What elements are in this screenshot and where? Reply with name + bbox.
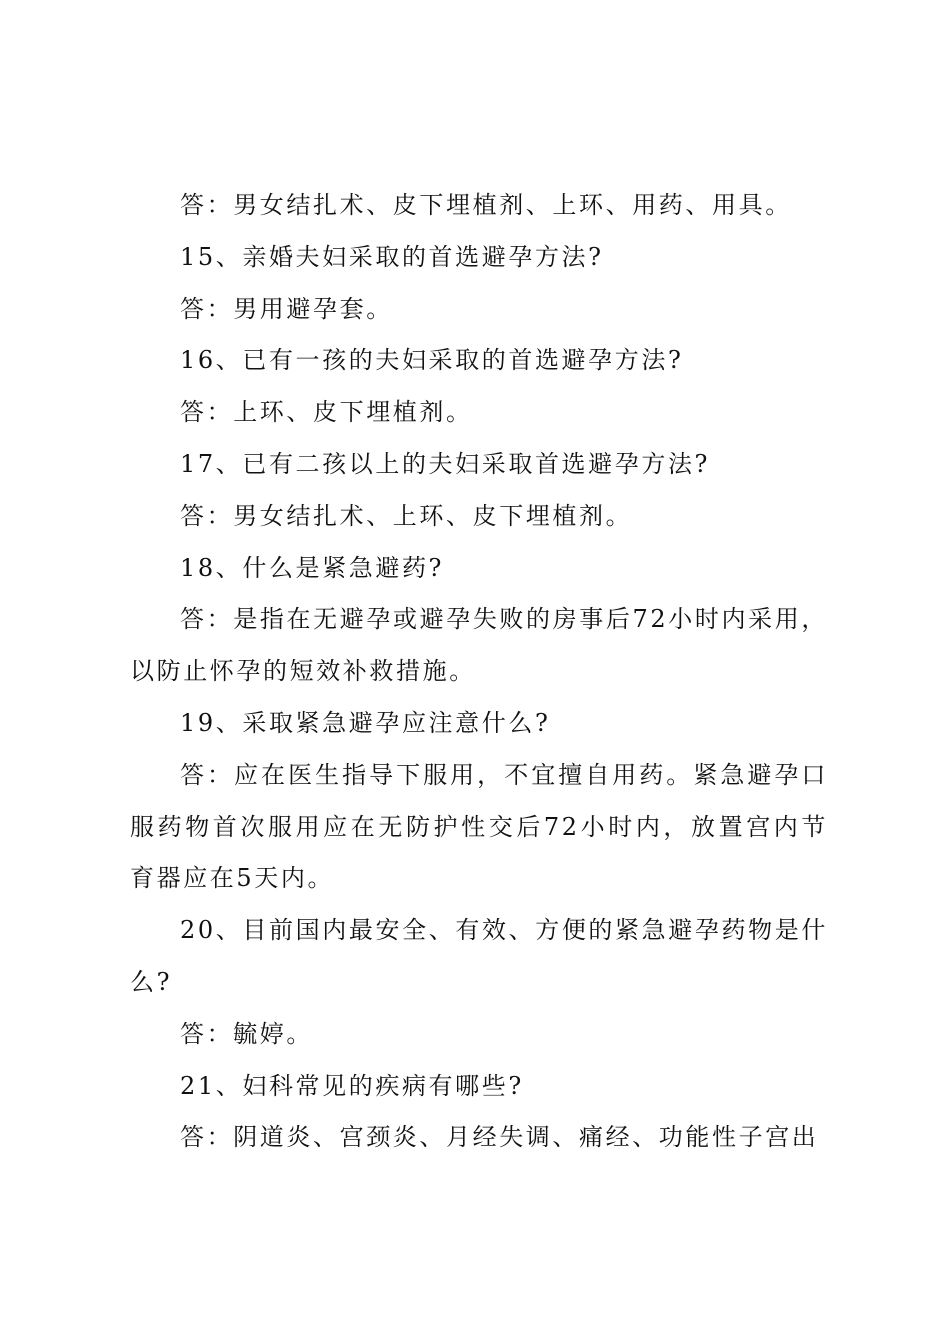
answer-21: 答：阴道炎、宫颈炎、月经失调、痛经、功能性子宫出 [180, 1123, 819, 1152]
question-15: 15、亲婚夫妇采取的首选避孕方法? [180, 242, 604, 271]
answer-20: 答：毓婷。 [180, 1019, 313, 1048]
question-20: 20、目前国内最安全、有效、方便的紧急避孕药物是什么? [130, 916, 828, 996]
answer-16: 答：上环、皮下埋植剂。 [180, 398, 473, 427]
answer-17: 答：男女结扎术、上环、皮下埋植剂。 [180, 501, 633, 530]
answer-15: 答：男用避孕套。 [180, 294, 393, 323]
question-21: 21、妇科常见的疾病有哪些? [180, 1071, 524, 1100]
answer-19: 答：应在医生指导下服用，不宜擅自用药。紧急避孕口服药物首次服用应在无防护性交后72小时内，放置宫内节育器应在5天内。 [130, 760, 828, 893]
question-17: 17、已有二孩以上的夫妇采取首选避孕方法? [180, 449, 711, 478]
answer-18: 答：是指在无避孕或避孕失败的房事后72小时内采用，以防止怀孕的短效补救措施。 [130, 605, 828, 686]
answer-14: 答：男女结扎术、皮下埋植剂、上环、用药、用具。 [180, 191, 792, 219]
question-16: 16、已有一孩的夫妇采取的首选避孕方法? [180, 346, 684, 375]
question-19: 19、采取紧急避孕应注意什么? [180, 708, 551, 737]
document-body [130, 180, 828, 1164]
question-18: 18、什么是紧急避药? [180, 553, 445, 582]
